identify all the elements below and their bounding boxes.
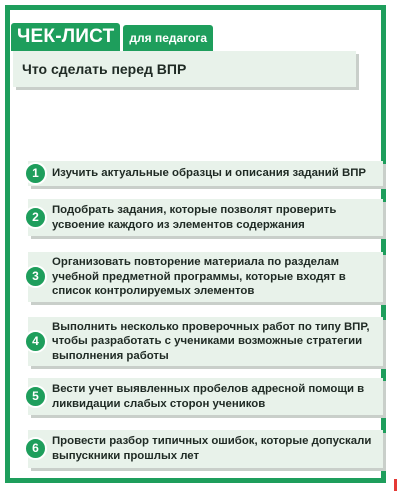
step-text: Изучить актуальные образцы и описания заданий ВПР	[52, 167, 366, 180]
step-item-1	[28, 161, 383, 186]
step-text: Вести учет выявленных пробелов адресной помощи в ликвидации слабых сторон учеников	[52, 382, 365, 410]
step-item-5	[28, 378, 383, 415]
step-number-badge-2: 2	[24, 206, 47, 229]
step-text: Подобрать задания, которые позволят проверить усвоение каждого из элементов содержания	[52, 203, 337, 231]
step-number-badge-6: 6	[24, 437, 47, 460]
step-number-badge-1: 1	[24, 162, 47, 185]
header-tabs	[11, 23, 213, 49]
step-number-badge-4: 4	[24, 330, 47, 353]
step-item-4	[28, 317, 383, 366]
step-text: Выполнить несколько проверочных работ по типу ВПР, чтобы разработать с учениками возможные стратегии выполнения работы	[52, 320, 370, 362]
checklist-tab: ЧЕК-ЛИСТ	[11, 23, 120, 51]
step-number-badge-3: 3	[24, 265, 47, 288]
step-text: Организовать повторение материала по разделам учебной предметной программы, которые входят в список контролируемых элементов	[52, 256, 346, 298]
audience-tab: для педагога	[123, 25, 213, 51]
step-text: Провести разбор типичных ошибок, которые допускали выпускники прошлых лет	[52, 435, 372, 462]
page-subtitle: Что сделать перед ВПР	[13, 51, 356, 87]
step-item-6	[28, 430, 383, 468]
step-item-2	[28, 199, 383, 236]
corner-mark	[394, 479, 397, 491]
step-item-3	[28, 252, 383, 302]
step-number-badge-5: 5	[24, 385, 47, 408]
